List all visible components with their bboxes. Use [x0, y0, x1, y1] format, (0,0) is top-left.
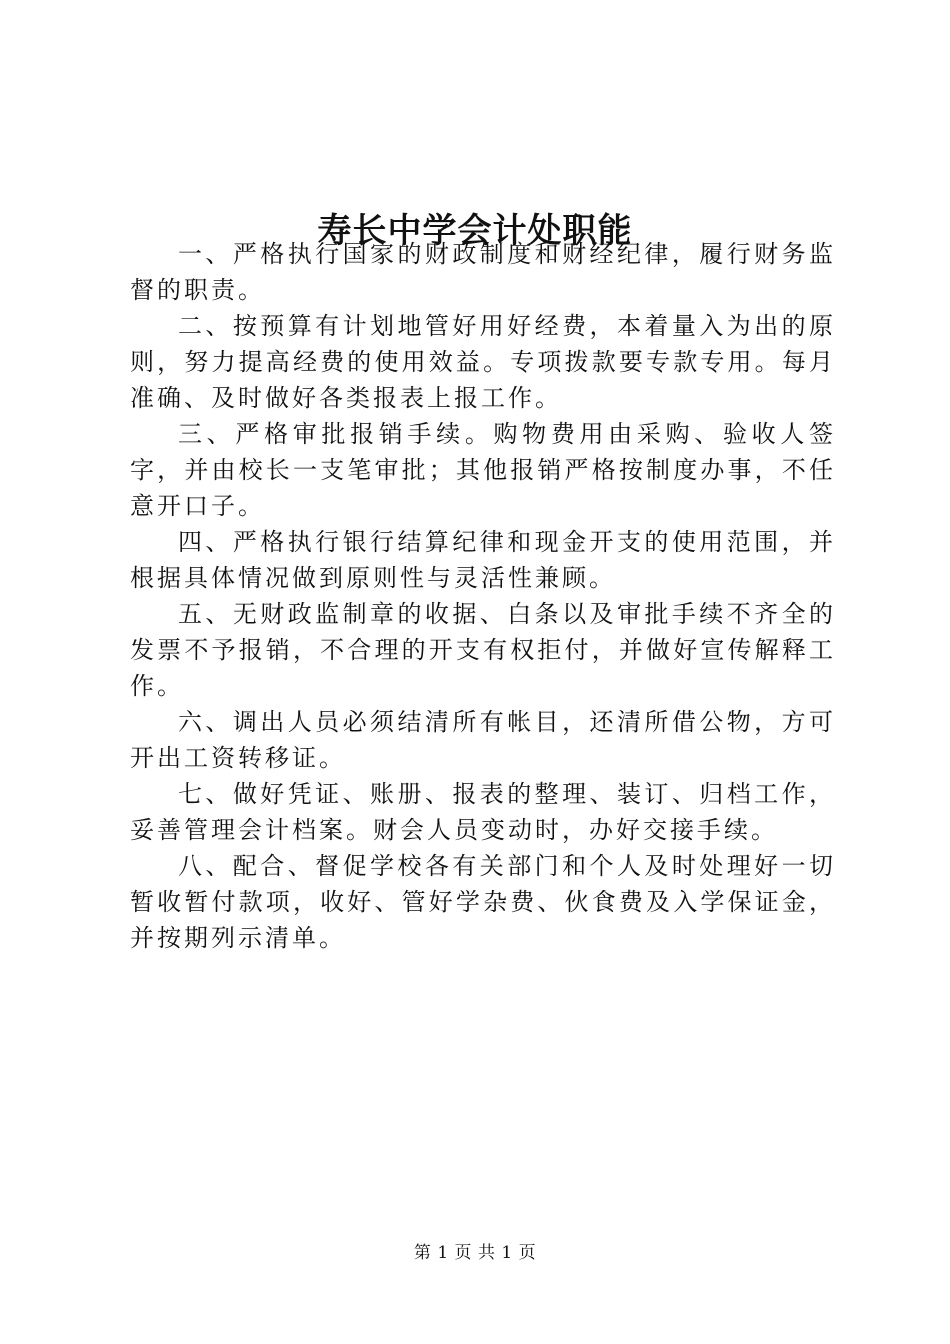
paragraph-8: 八、配合、督促学校各有关部门和个人及时处理好一切暂收暂付款项，收好、管好学杂费、伙食费及入学保证金，并按期列示清单。: [130, 852, 836, 952]
paragraph-5: 五、无财政监制章的收据、白条以及审批手续不齐全的发票不予报销，不合理的开支有权拒付，并做好宣传解释工作。: [130, 600, 836, 700]
page-number-footer: 第 1 页 共 1 页: [413, 1243, 537, 1263]
paragraph-7: 七、做好凭证、账册、报表的整理、装订、归档工作，妥善管理会计档案。财会人员变动时，办好交接手续。: [130, 780, 836, 844]
paragraph-3: 三、严格审批报销手续。购物费用由采购、验收人签字，并由校长一支笔审批；其他报销严格按制度办事，不任意开口子。: [130, 420, 836, 520]
paragraph-4: 四、严格执行银行结算纪律和现金开支的使用范围，并根据具体情况做到原则性与灵活性兼顾。: [130, 528, 836, 592]
document-body: [130, 236, 836, 956]
document-title: 寿长中学会计处职能: [317, 210, 633, 251]
paragraph-2: 二、按预算有计划地管好用好经费，本着量入为出的原则，努力提高经费的使用效益。专项拨款要专款专用。每月准确、及时做好各类报表上报工作。: [130, 312, 836, 412]
paragraph-1: 一、严格执行国家的财政制度和财经纪律，履行财务监督的职责。: [130, 240, 836, 304]
paragraph-6: 六、调出人员必须结清所有帐目，还清所借公物，方可开出工资转移证。: [130, 708, 836, 772]
